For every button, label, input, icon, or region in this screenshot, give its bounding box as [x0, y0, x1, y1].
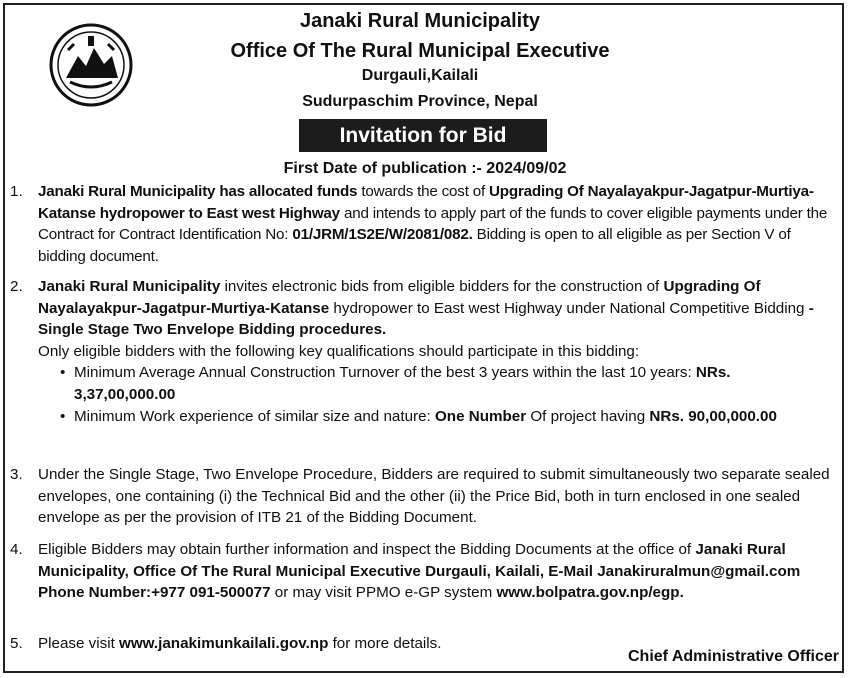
office-title: Office Of The Rural Municipal Executive — [230, 40, 610, 62]
location-line: Durgauli,Kailali — [361, 67, 479, 84]
nepal-emblem-icon — [48, 22, 134, 108]
list-item: 2. Janaki Rural Municipality invites electronic bids from eligible bidders for the construction of Upgrading Of Nayalayakpur-Jagatpur-Murtiya-Katanse hydropower to East west Highway under National Competitive Bidding - Single Stage Two Envelope Bidding procedures. Only eligible bidders with the following key qualifications should participate in this bidding: • Minimum Average Annual Construction Turnover of the best 3 years within the last 10 years: NRs. 3,37,00,000.00 • Minimum Work experience of similar size and nature: One Number Of project having NRs. 90,00,000.00 — [10, 276, 836, 427]
website-link[interactable]: www.janakimunkailali.gov.np — [119, 635, 329, 652]
list-item: 5. Please visit www.janakimunkailali.gov.np for more details. — [10, 635, 442, 652]
publication-date: First Date of publication :- 2024/09/02 — [283, 160, 567, 177]
qualification-turnover: • Minimum Average Annual Construction Turnover of the best 3 years within the last 10 years: NRs. 3,37,00,000.00 — [60, 364, 731, 403]
municipality-title: Janaki Rural Municipality — [299, 10, 541, 32]
qualification-experience: • Minimum Work experience of similar size and nature: One Number Of project having NRs. 90,00,000.00 — [60, 407, 777, 425]
list-item: 3. Under the Single Stage, Two Envelope Procedure, Bidders are required to submit simultaneously two separate sealed envelopes, one containing (i) the Technical Bid and the other (ii) the Price Bid, both in turn enclosed in one sealed envelope as per the provision of ITB 21 of the Bidding Document. — [10, 466, 830, 527]
list-item: 4. Eligible Bidders may obtain further information and inspect the Bidding Documents at the office of Janaki Rural Municipality, Office Of The Rural Municipal Executive Durgauli, Kailali, E-Mail Janakiruralmun@gmail.com Phone Number:+977 091-500077 or may visit PPMO e-GP system www.bolpatra.gov.np/egp. — [10, 541, 801, 602]
list-item: 1. Janaki Rural Municipality has allocated funds towards the cost of Upgrading Of Nayalayakpur-Jagatpur-Murtiya-Katanse hydropower to East west Highway and intends to apply part of the funds to cover eligible payments under the Contract for Contract Identification No: 01/JRM/1S2E/W/2081/082. Bidding is open to all eligible as per Section V of bidding document. — [10, 183, 828, 265]
egp-link[interactable]: www.bolpatra.gov.np/egp. — [496, 584, 684, 602]
signatory: Chief Administrative Officer — [627, 648, 839, 665]
province-line: Sudurpaschim Province, Nepal — [302, 93, 538, 110]
notice-title-banner: Invitation for Bid — [299, 119, 547, 152]
